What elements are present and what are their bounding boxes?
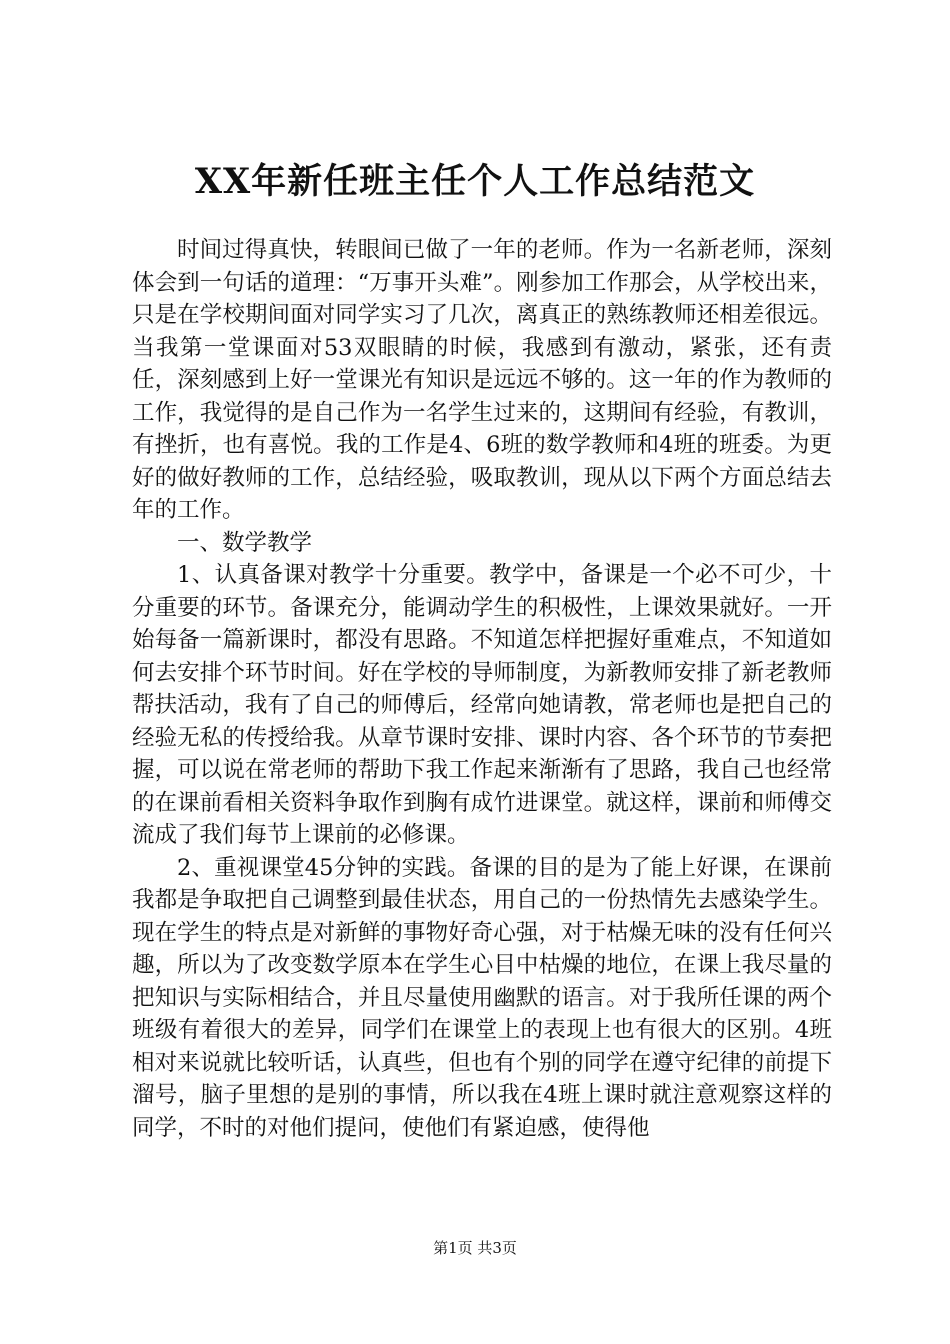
document-title: XX年新任班主任个人工作总结范文	[194, 161, 756, 202]
section-heading-math-teaching: 一、数学教学	[177, 529, 313, 556]
page-number-footer: 第1页 共3页	[433, 1239, 517, 1257]
paragraph-lesson-preparation: 1、认真备课对教学十分重要。教学中，备课是一个必不可少，十分重要的环节。备课充分，能调动学生的积极性，上课效果就好。一开始每备一篇新课时，都没有思路。不知道怎样把握好重难点，不知道如何去安排个环节时间。好在学校的导师制度，为新教师安排了新老教师帮扶活动，我有了自己的师傅后，经常向她请教，常老师也是把自己的经验无私的传授给我。从章节课时安排、课时内容、各个环节的节奏把握，可以说在常老师的帮助下我工作起来渐渐有了思路，我自己也经常的在课前看相关资料争取作到胸有成竹进课堂。就这样，课前和师傅交流成了我们每节上课前的必修课。	[132, 562, 832, 848]
paragraph-classroom-practice: 2、重视课堂45分钟的实践。备课的目的是为了能上好课，在课前我都是争取把自己调整到最佳状态，用自己的一份热情先去感染学生。现在学生的特点是对新鲜的事物好奇心强，对于枯燥无味的没有任何兴趣，所以为了改变数学原本在学生心目中枯燥的地位，在课上我尽量的把知识与实际相结合，并且尽量使用幽默的语言。对于我所任课的两个班级有着很大的差异，同学们在课堂上的表现上也有很大的区别。4班相对来说就比较听话，认真些，但也有个别的同学在遵守纪律的前提下溜号，脑子里想的是别的事情，所以我在4班上课时就注意观察这样的同学，不时的对他们提问，使他们有紧迫感，使得他	[132, 854, 832, 1141]
document-body	[132, 234, 832, 1144]
paragraph-intro: 时间过得真快，转眼间已做了一年的老师。作为一名新老师，深刻体会到一句话的道理：“万事开头难”。刚参加工作那会，从学校出来，只是在学校期间面对同学实习了几次，离真正的熟练教师还相差很远。当我第一堂课面对53双眼睛的时候，我感到有激动，紧张，还有责任，深刻感到上好一堂课光有知识是远远不够的。这一年的作为教师的工作，我觉得的是自己作为一名学生过来的，这期间有经验，有教训，有挫折，也有喜悦。我的工作是4、6班的数学教师和4班的班委。为更好的做好教师的工作，总结经验，吸取教训，现从以下两个方面总结去年的工作。	[132, 237, 832, 523]
